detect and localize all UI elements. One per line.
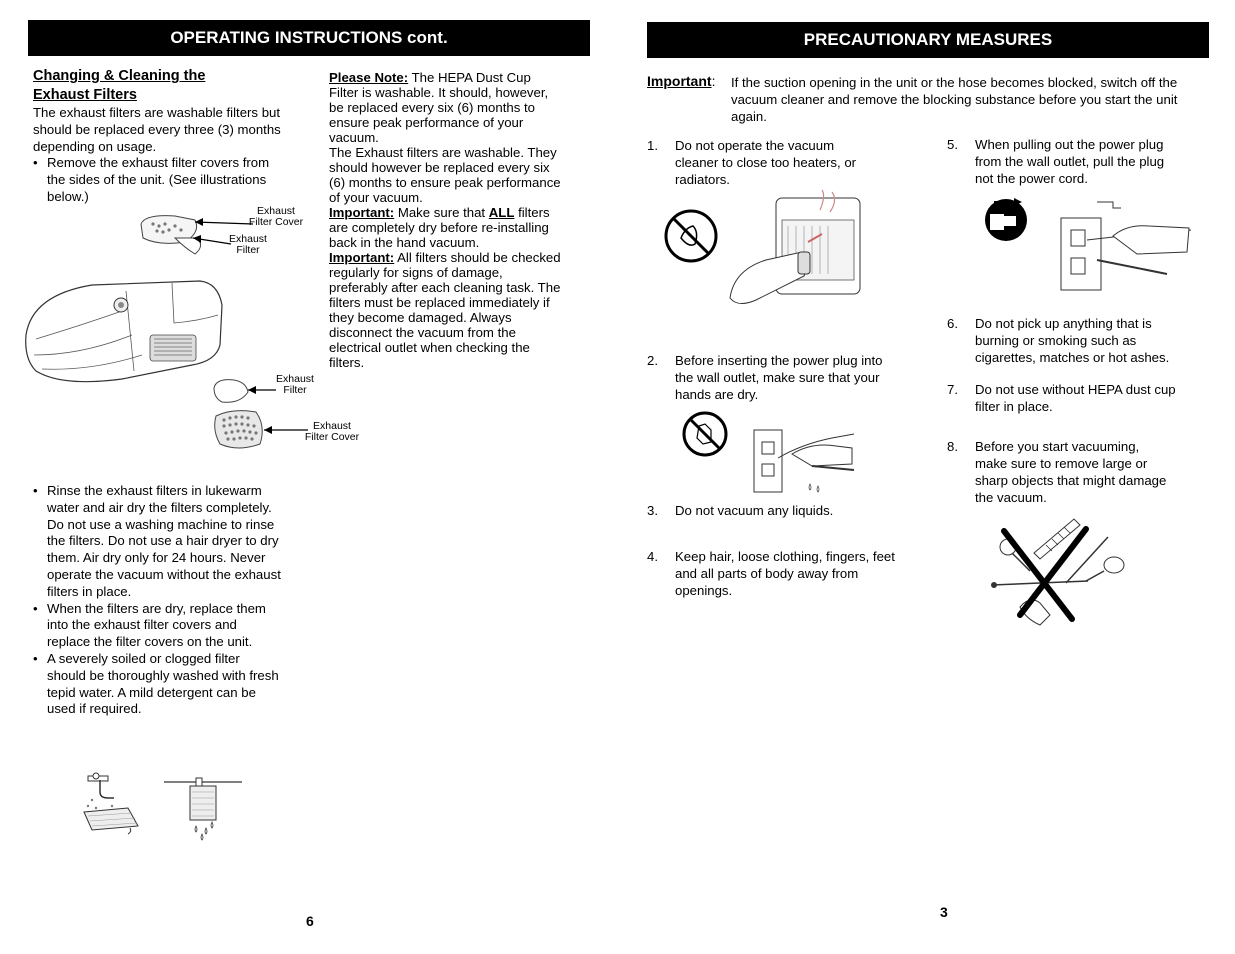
note-first-text: The HEPA Dust Cup <box>408 70 531 85</box>
precaution-item-3 <box>647 502 907 519</box>
vacuum-near-heater-illustration <box>726 190 862 310</box>
item-text: Keep hair, loose clothing, fingers, feet and all parts of body away from openings. <box>675 549 895 598</box>
precaution-item-7 <box>947 381 1197 415</box>
important-notice-text: If the suction opening in the unit or the hose becomes blocked, switch off the vacuum cleaner and remove the blocking substance before you start the unit again. <box>731 75 1178 124</box>
item-text: Before you start vacuuming, make sure to remove large or sharp objects that might damage the vacuum. <box>975 439 1167 505</box>
important-2-label: Important: <box>329 250 395 265</box>
bullet-soiled <box>33 651 281 718</box>
important-2-line: preferably after each cleaning task. The <box>329 280 561 295</box>
pull-plug-icon <box>984 192 1032 244</box>
exhaust-filter-bottom-illustration <box>210 376 276 406</box>
important-2-text-a: All filters should be checked <box>394 250 561 265</box>
label-line: Filter <box>236 244 260 256</box>
note-line: of your vacuum. <box>329 190 423 205</box>
note-line: vacuum. <box>329 130 379 145</box>
precaution-item-8 <box>947 438 1197 506</box>
important-1-all: ALL <box>488 205 515 220</box>
faucet-rinse-illustration <box>78 770 144 836</box>
plug-outlet-illustration <box>1057 200 1193 292</box>
important-colon: : <box>711 73 716 89</box>
important-1-first-line <box>329 205 584 220</box>
bullet-soiled-text: A severely soiled or clogged filter should be thoroughly washed with fresh tepid water. A mild detergent can be used if required. <box>47 650 279 717</box>
item-number: 4. <box>647 549 658 564</box>
item-number: 6. <box>947 316 958 331</box>
exhaust-filter-cover-bottom-illustration <box>212 408 308 452</box>
label-line: Filter <box>283 384 307 396</box>
note-line: (6) months to ensure peak performance <box>329 175 561 190</box>
item-text: Do not vacuum any liquids. <box>675 503 834 518</box>
important-1-line: back in the hand vacuum. <box>329 235 480 250</box>
bullet-remove-text: Remove the exhaust filter covers from the sides of the unit. (See illustrations below.) <box>47 155 270 204</box>
item-text: Do not pick up anything that is burning or smoking such as cigarettes, matches or hot ashes. <box>975 316 1170 365</box>
precaution-item-6 <box>947 315 1197 366</box>
precaution-item-1 <box>647 137 907 188</box>
label-exhaust-filter-cover-bottom <box>300 421 364 443</box>
right-page-header: PRECAUTIONARY MEASURES <box>647 22 1209 58</box>
label-line: Filter Cover <box>248 216 304 228</box>
item-number: 1. <box>647 138 658 153</box>
important-2-first-line <box>329 250 584 265</box>
section-title-line-2: Exhaust Filters <box>33 87 137 103</box>
no-heater-icon <box>663 208 719 264</box>
important-2-line: they become damaged. Always <box>329 310 512 325</box>
precaution-item-5 <box>947 136 1197 187</box>
label-exhaust-filter-top <box>222 234 274 256</box>
item-number: 8. <box>947 439 958 454</box>
label-line: Exhaust <box>257 205 295 217</box>
right-page-number: 3 <box>940 904 948 920</box>
bullet-replace-text: When the filters are dry, replace them into the exhaust filter covers and replace the filter covers on the unit. <box>47 600 266 650</box>
note-line: ensure peak performance of your <box>329 115 524 130</box>
left-page-number: 6 <box>306 913 314 929</box>
item-text: Before inserting the power plug into the wall outlet, make sure that your hands are dry. <box>675 353 883 402</box>
important-1-text-b: filters <box>514 205 550 220</box>
precaution-item-4 <box>647 548 909 599</box>
note-first-line <box>329 70 584 85</box>
label-exhaust-filter-cover-top <box>244 206 308 228</box>
note-column <box>329 70 584 370</box>
bullet-remove-covers <box>33 154 287 205</box>
item-number: 3. <box>647 503 658 518</box>
intro-paragraph: The exhaust filters are washable filters but should be replaced every three (3) months depending on usage. <box>33 105 281 154</box>
label-line: Filter Cover <box>304 431 360 443</box>
please-note-label: Please Note: <box>329 70 409 85</box>
lower-bullets <box>33 483 281 718</box>
item-number: 5. <box>947 137 958 152</box>
bullet-rinse-text: Rinse the exhaust filters in lukewarm water and air dry the filters completely. Do not use a washing machine to rinse the filters. Do not use a hair dryer to dry them. Air dry only for 24 hours. Never operate the vacuum without the exhaust filters in place. <box>47 483 281 599</box>
important-2-line: filters. <box>329 355 365 370</box>
bullet-dot: • <box>33 155 38 170</box>
air-dry-illustration <box>162 776 244 842</box>
item-number: 2. <box>647 353 658 368</box>
section-title <box>33 67 283 105</box>
important-1-line: are completely dry before re-installing <box>329 220 549 235</box>
label-line: Exhaust <box>229 233 267 245</box>
bullet-dot: • <box>33 650 38 666</box>
bullet-dot: • <box>33 600 38 616</box>
important-notice-label <box>647 73 715 90</box>
bullet-rinse <box>33 483 281 601</box>
important-label: Important <box>647 73 712 89</box>
label-exhaust-filter-bottom <box>270 374 320 396</box>
item-number: 7. <box>947 382 958 397</box>
important-2-line: disconnect the vacuum from the <box>329 325 516 340</box>
item-text: When pulling out the power plug from the wall outlet, pull the plug not the power cord. <box>975 137 1165 186</box>
note-line: The Exhaust filters are washable. They <box>329 145 557 160</box>
precaution-item-2 <box>647 352 907 403</box>
left-page-header: OPERATING INSTRUCTIONS cont. <box>28 20 590 56</box>
important-2-line: electrical outlet when checking the <box>329 340 530 355</box>
item-text: Do not operate the vacuum cleaner to close too heaters, or radiators. <box>675 138 857 187</box>
important-2-line: filters must be replaced immediately if <box>329 295 550 310</box>
bullet-dot: • <box>33 483 38 498</box>
note-line: Filter is washable. It should, however, <box>329 85 549 100</box>
important-1-text-a: Make sure that <box>394 205 489 220</box>
important-1-label: Important: <box>329 205 395 220</box>
hand-vacuum-illustration <box>22 275 222 390</box>
label-line: Exhaust <box>276 373 314 385</box>
sharp-objects-crossed-out-illustration <box>990 515 1130 630</box>
wet-hand-outlet-illustration <box>752 424 856 496</box>
no-wet-hands-icon <box>681 410 729 458</box>
bullet-replace <box>33 601 281 651</box>
note-line: be replaced every six (6) months to <box>329 100 535 115</box>
item-text: Do not use without HEPA dust cup filter in place. <box>975 382 1176 414</box>
section-title-line-1: Changing & Cleaning the <box>33 68 206 84</box>
important-2-line: regularly for signs of damage, <box>329 265 503 280</box>
note-line: should however be replaced every six <box>329 160 550 175</box>
label-line: Exhaust <box>313 420 351 432</box>
